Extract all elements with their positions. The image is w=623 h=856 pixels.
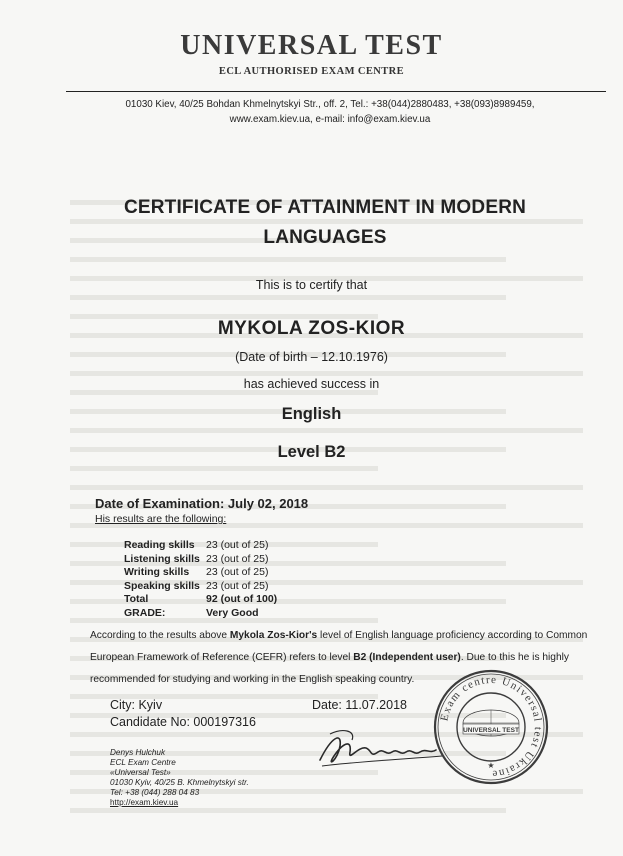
score-row-total <box>124 593 277 607</box>
certify-text: This is to certify that <box>255 278 368 292</box>
date-of-birth: (Date of birth – 12.10.1976) <box>235 350 388 364</box>
header-divider <box>66 91 606 92</box>
score-row <box>124 580 277 594</box>
language: English <box>281 405 342 423</box>
score-value: 92 (out of 100) <box>206 593 278 605</box>
certificate-title: CERTIFICATE OF ATTAINMENT IN MODERN LANGUAGES <box>123 197 527 248</box>
score-label: GRADE: <box>124 606 166 619</box>
score-label: Speaking skills <box>124 579 200 592</box>
achieved-text: has achieved success in <box>243 377 380 391</box>
score-value: 23 (out of 25) <box>206 579 269 592</box>
svg-text:★: ★ <box>487 761 495 770</box>
signer-block <box>110 748 249 808</box>
conclusion-part-2: level of English language proficiency according to Common European Framework of Reference (CEFR) refers to level <box>90 630 588 663</box>
level: Level B2 <box>277 443 346 461</box>
conclusion-part-1: According to the results above <box>90 630 230 641</box>
score-label: Reading skills <box>124 539 195 551</box>
handwritten-signature <box>312 716 452 776</box>
exam-date: Date of Examination: July 02, 2018 <box>95 496 309 511</box>
score-label: Listening skills <box>124 552 200 565</box>
score-row-grade <box>124 607 277 621</box>
signer-role: ECL Exam Centre <box>110 758 176 767</box>
address-line-1: 01030 Kiev, 40/25 Bohdan Khmelnytskyi Str., off. 2, Tel.: +38(044)2880483, +38(093)8989459, <box>125 99 535 110</box>
svg-text:Exam centre Universal test Ukr: Exam centre Universal test Ukraine <box>438 673 545 781</box>
org-address <box>95 97 565 127</box>
candidate-number: Candidate No: 000197316 <box>110 715 256 729</box>
score-value: 23 (out of 25) <box>206 566 269 578</box>
score-value: 23 (out of 25) <box>206 552 269 565</box>
signer-tel: Tel: +38 (044) 288 04 83 <box>110 788 200 797</box>
score-row <box>124 539 277 553</box>
conclusion-part-3: . Due to this he is highly recommended for studying and working in the English speaking country. <box>90 652 569 685</box>
score-row <box>124 553 277 567</box>
score-value: 23 (out of 25) <box>206 539 269 551</box>
signer-address: 01030 Kyiv, 40/25 B. Khmelnytskyi str. <box>110 778 249 787</box>
score-label: Writing skills <box>124 566 190 578</box>
signer-name: Denys Hulchuk <box>110 748 166 757</box>
conclusion-level: B2 (Independent user) <box>353 652 461 663</box>
score-value: Very Good <box>206 606 259 619</box>
address-line-2: www.exam.kiev.ua, e-mail: info@exam.kiev.ua <box>229 114 431 125</box>
scores-table <box>124 539 277 620</box>
city: City: Kyiv <box>110 698 163 712</box>
signer-website-link[interactable]: http://exam.kiev.ua <box>110 798 179 807</box>
score-row <box>124 566 277 580</box>
org-subtitle: ECL AUTHORISED EXAM CENTRE <box>218 66 405 77</box>
signer-org: «Universal Test» <box>110 768 171 777</box>
org-title: UNIVERSAL TEST <box>180 30 443 61</box>
score-label: Total <box>124 593 149 605</box>
conclusion-name: Mykola Zos-Kior's <box>229 630 318 641</box>
issue-date: Date: 11.07.2018 <box>312 698 407 712</box>
official-seal-stamp <box>432 668 550 786</box>
svg-text:UNIVERSAL TEST: UNIVERSAL TEST <box>463 727 519 734</box>
results-label: His results are the following: <box>95 513 227 525</box>
holder-name: MYKOLA ZOS-KIOR <box>217 318 406 339</box>
